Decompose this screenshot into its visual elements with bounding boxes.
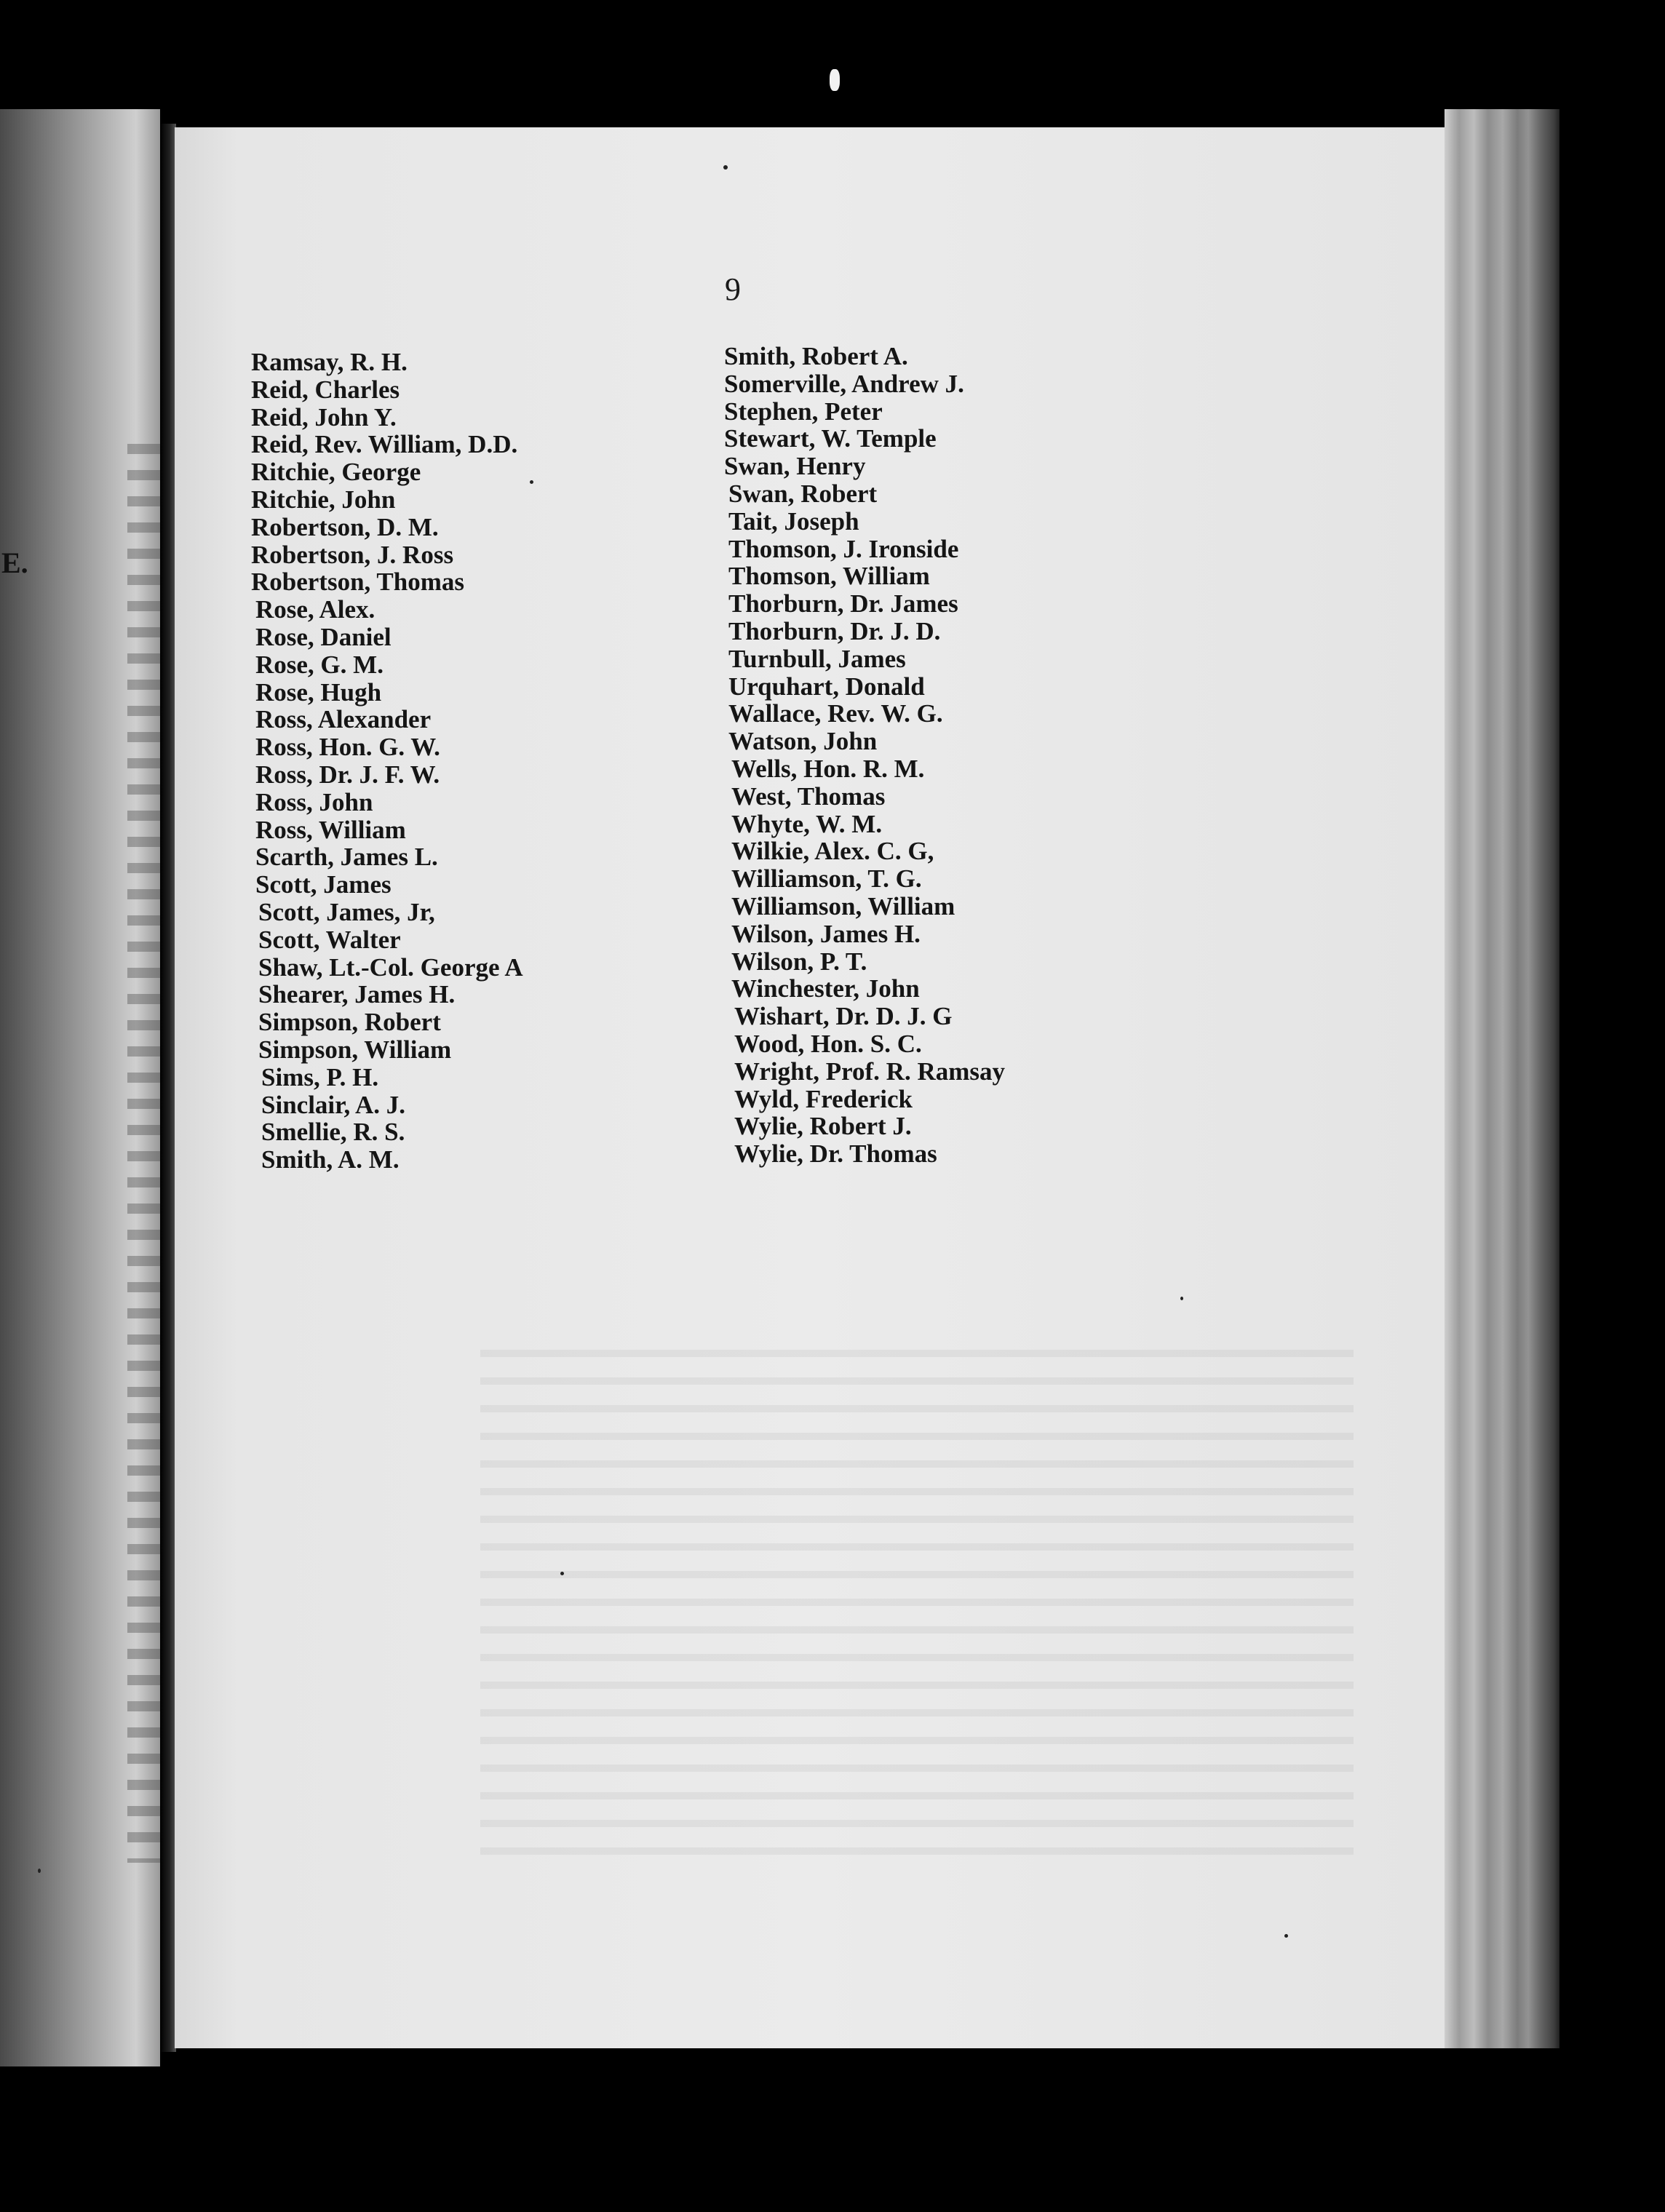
left-column-entry: Shaw, Lt.-Col. George A bbox=[258, 952, 523, 982]
left-column-entry: Rose, Alex. bbox=[255, 595, 375, 624]
dust-speck bbox=[38, 1869, 41, 1873]
right-column-entry: Turnbull, James bbox=[728, 644, 906, 673]
left-column-entry: Ross, Alexander bbox=[255, 705, 432, 734]
right-column-entry: Thomson, William bbox=[728, 562, 930, 591]
right-column-entry: Wells, Hon. R. M. bbox=[731, 754, 925, 783]
page-edges bbox=[1445, 109, 1559, 2048]
left-column-entry: Smith, A. M. bbox=[261, 1145, 400, 1174]
left-column-entry: Sinclair, A. J. bbox=[261, 1090, 406, 1119]
left-column-entry: Ross, William bbox=[255, 815, 406, 844]
right-column-entry: Urquhart, Donald bbox=[728, 672, 925, 701]
right-column-entry: Smith, Robert A. bbox=[724, 342, 908, 370]
right-column-entry: Williamson, William bbox=[731, 891, 955, 920]
right-column-entry: Stephen, Peter bbox=[724, 397, 883, 426]
right-column-entry: Wylie, Dr. Thomas bbox=[734, 1139, 937, 1169]
right-column-entry: Thomson, J. Ironside bbox=[728, 534, 959, 563]
right-column-entry: Watson, John bbox=[728, 727, 878, 756]
dust-speck bbox=[723, 165, 728, 170]
right-column-entry: Whyte, W. M. bbox=[731, 809, 883, 838]
left-column-entry: Scott, James bbox=[255, 870, 392, 899]
left-column-entry: Shearer, James H. bbox=[258, 980, 456, 1009]
left-column-entry: Reid, John Y. bbox=[251, 402, 397, 431]
left-column-entry: Rose, G. M. bbox=[255, 650, 384, 679]
left-column-entry: Sims, P. H. bbox=[261, 1062, 379, 1091]
names-column-left bbox=[251, 349, 523, 1174]
left-column-entry: Smellie, R. S. bbox=[261, 1118, 405, 1147]
right-column-entry: West, Thomas bbox=[731, 781, 886, 811]
dust-speck bbox=[830, 69, 840, 91]
right-column-entry: Swan, Henry bbox=[724, 452, 866, 481]
left-column-entry: Ritchie, George bbox=[251, 458, 421, 487]
left-column-entry: Simpson, William bbox=[258, 1035, 452, 1064]
left-column-entry: Ross, John bbox=[255, 787, 373, 816]
left-column-entry: Rose, Hugh bbox=[255, 677, 382, 707]
right-column-entry: Wilson, P. T. bbox=[731, 947, 867, 976]
dust-speck bbox=[1284, 1934, 1288, 1938]
left-column-entry: Ramsay, R. H. bbox=[251, 348, 408, 376]
page-number: 9 bbox=[725, 271, 741, 307]
left-column-entry: Scott, Walter bbox=[258, 925, 401, 954]
left-column-entry: Rose, Daniel bbox=[255, 622, 392, 651]
right-column-entry: Somerville, Andrew J. bbox=[724, 369, 964, 398]
facing-page bbox=[0, 109, 160, 2066]
right-column-entry: Wyld, Frederick bbox=[734, 1084, 913, 1113]
left-column-entry: Simpson, Robert bbox=[258, 1008, 441, 1037]
right-column-entry: Wylie, Robert J. bbox=[734, 1112, 912, 1141]
dust-speck bbox=[1180, 1297, 1183, 1300]
left-column-entry: Scott, James, Jr, bbox=[258, 897, 435, 926]
left-column-entry: Robertson, Thomas bbox=[251, 568, 465, 597]
right-column-entry: Wallace, Rev. W. G. bbox=[728, 699, 943, 728]
right-column-entry: Winchester, John bbox=[731, 974, 920, 1003]
dust-speck bbox=[560, 1572, 564, 1575]
dust-speck bbox=[530, 480, 533, 484]
left-column-entry: Ross, Dr. J. F. W. bbox=[255, 760, 440, 789]
right-column-entry: Wilson, James H. bbox=[731, 919, 921, 948]
book-gutter bbox=[160, 124, 176, 2052]
right-column-entry: Thorburn, Dr. James bbox=[728, 589, 958, 618]
right-column-entry: Wishart, Dr. D. J. G bbox=[734, 1002, 953, 1031]
right-column-entry: Wood, Hon. S. C. bbox=[734, 1029, 922, 1058]
bleed-through-text bbox=[480, 1350, 1354, 1874]
right-column-entry: Thorburn, Dr. J. D. bbox=[728, 616, 941, 645]
facing-page-margin-letter: E. bbox=[1, 546, 28, 579]
left-column-entry: Reid, Charles bbox=[251, 375, 400, 404]
right-column-entry: Williamson, T. G. bbox=[731, 864, 922, 894]
left-column-entry: Robertson, D. M. bbox=[251, 512, 439, 541]
right-column-entry: Swan, Robert bbox=[728, 479, 878, 508]
left-column-entry: Robertson, J. Ross bbox=[251, 540, 454, 569]
right-column-entry: Wright, Prof. R. Ramsay bbox=[734, 1057, 1006, 1086]
left-column-entry: Reid, Rev. William, D.D. bbox=[251, 430, 518, 459]
right-column-entry: Stewart, W. Temple bbox=[724, 424, 937, 453]
right-column-entry: Tait, Joseph bbox=[728, 506, 859, 536]
right-column-entry: Wilkie, Alex. C. G, bbox=[731, 837, 934, 866]
left-column-entry: Scarth, James L. bbox=[255, 843, 438, 872]
left-column-entry: Ritchie, John bbox=[251, 485, 396, 514]
facing-page-text-bleed bbox=[127, 444, 160, 1863]
left-column-entry: Ross, Hon. G. W. bbox=[255, 733, 440, 762]
names-column-right bbox=[724, 343, 1005, 1168]
